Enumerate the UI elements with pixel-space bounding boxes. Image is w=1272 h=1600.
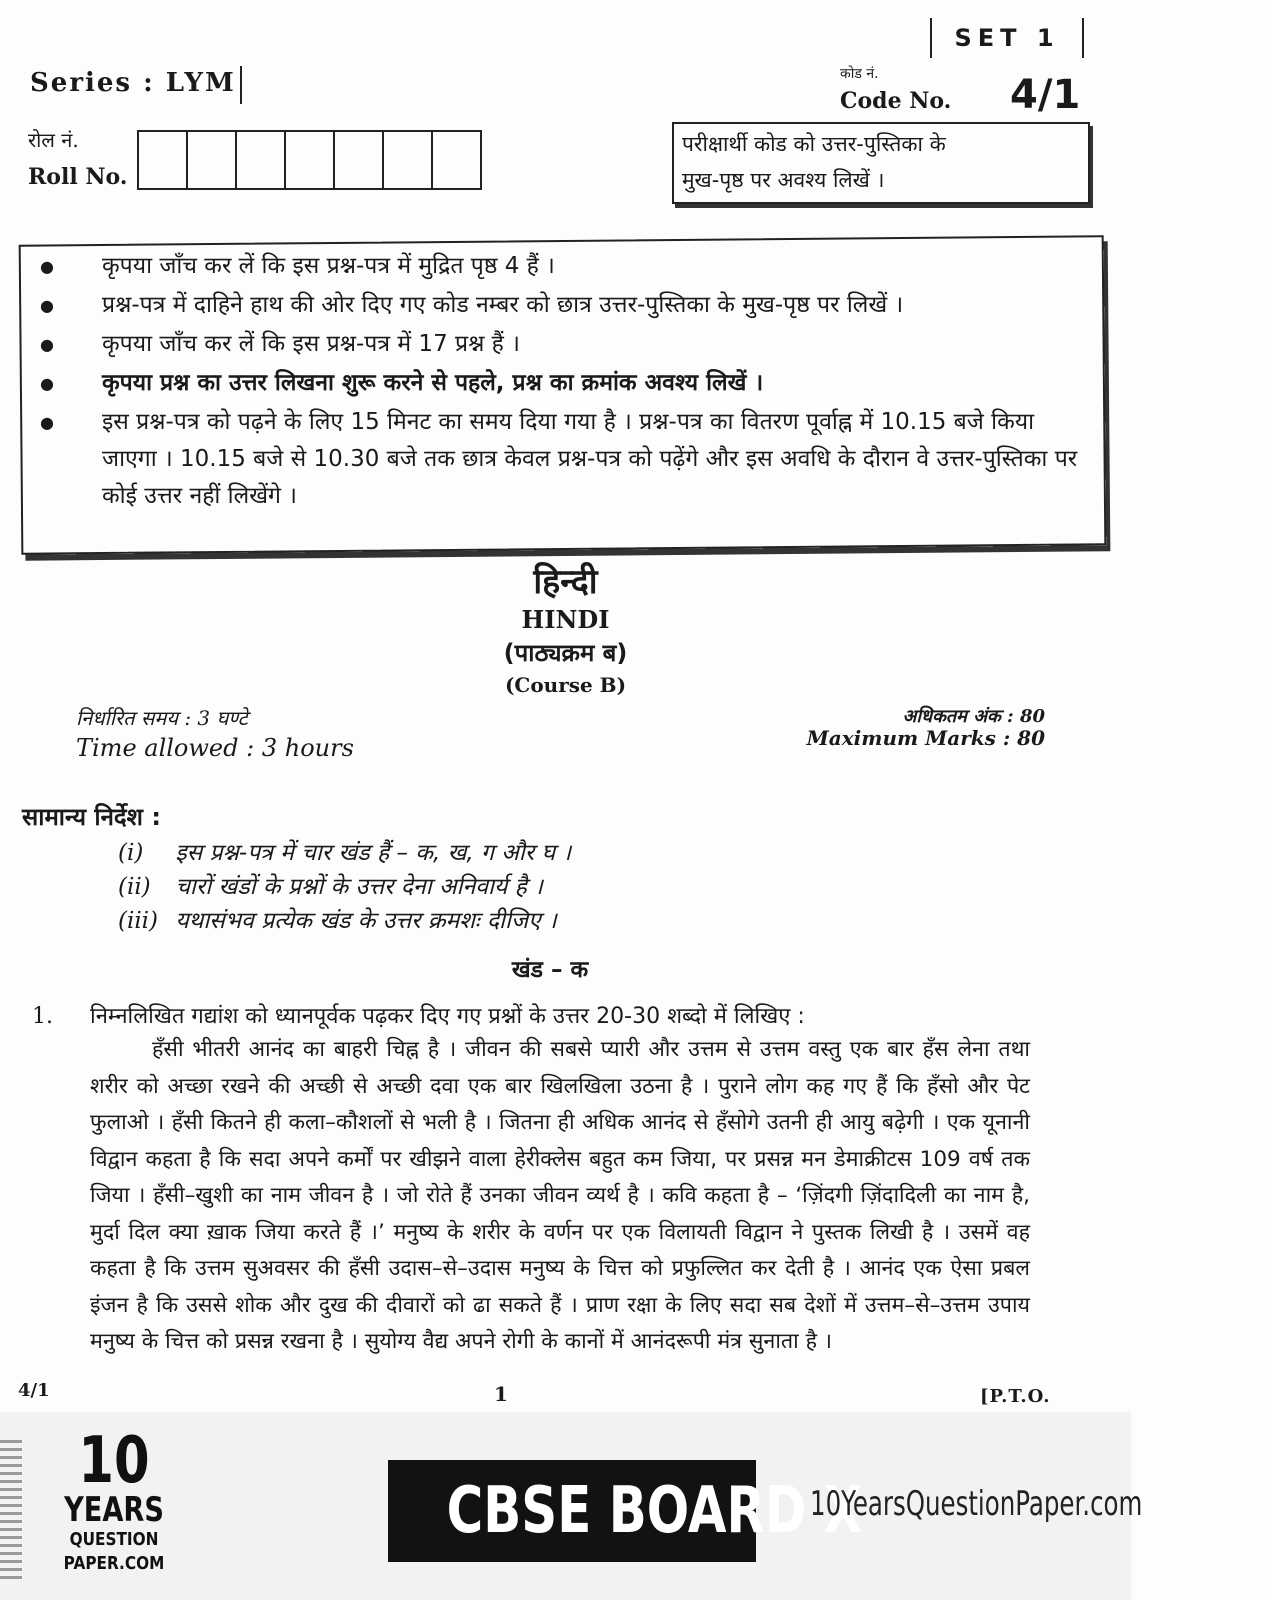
course-hindi: (पाठ्यक्रम ब) (503, 639, 628, 667)
code-value: 4/1 (1010, 72, 1081, 118)
roll-digit-box[interactable] (186, 130, 237, 190)
max-marks-hindi: अधिकतम अंक : 80 (902, 706, 1045, 727)
roll-digit-box[interactable] (333, 130, 384, 190)
pto-label: [P.T.O. (980, 1386, 1051, 1407)
code-note-line: मुख-पृष्ठ पर अवश्य लिखें । (682, 168, 885, 192)
roll-digit-box[interactable] (382, 130, 433, 190)
logo-number: 10 (78, 1424, 150, 1498)
general-instructions-heading: सामान्य निर्देश : (22, 803, 161, 831)
instruction-item: ● इस प्रश्न-पत्र को पढ़ने के लिए 15 मिनट का समय दिया गया है । प्रश्न-पत्र का वितरण पूर्वाह्न में 10.15 बजे किया जाएगा । 10.15 बजे से 10.30 बजे तक छात्र केवल प्रश्न-पत्र को पढ़ेंगे और इस अवधि के दौरान वे उत्तर-पुस्तिका पर कोई उत्तर नहीं लिखेंगे । (40, 404, 1090, 515)
roll-digit-box[interactable] (431, 130, 482, 190)
code-label-hindi: कोड नं. (840, 66, 879, 82)
banner-stripes (0, 1440, 22, 1580)
set-label: SET 1 (930, 18, 1084, 58)
general-instructions-list (118, 836, 571, 938)
question-number: 1. (32, 1004, 53, 1029)
course-english: (Course B) (504, 673, 627, 697)
code-note-box (672, 122, 1090, 204)
item-number: (iii) (118, 908, 159, 934)
roll-label-hindi: रोल नं. (28, 128, 79, 152)
code-label: Code No. (840, 88, 952, 114)
page-number: 1 (494, 1382, 508, 1406)
passage-text: हँसी भीतरी आनंद का बाहरी चिह्न है । जीवन की सबसे प्यारी और उत्तम से उत्तम वस्तु एक बार हँस लेना तथा शरीर को अच्छा रखने की अच्छी से अच्छी दवा एक बार खिलखिला उठना है । पुराने लोग कह गए हैं कि हँसो और पेट फुलाओ । हँसी कितने ही कला–कौशलों से भली है । जितना ही अधिक आनंद से हँसोगे उतनी ही आयु बढ़ेगी । एक यूनानी विद्वान कहता है कि सदा अपने कर्मों पर खीझने वाला हेरीक्लेस बहुत कम जिया, पर प्रसन्न मन डेमाक्रीटस 109 वर्ष तक जिया । हँसी–खुशी का नाम जीवन है । जो रोते हैं उनका जीवन व्यर्थ है । कवि कहता है – ‘ज़िंदगी ज़िंदादिली का नाम है, मुर्दा दिल क्या ख़ाक जिया करते हैं ।’ मनुष्य के शरीर के वर्णन पर एक विलायती विद्वान ने पुस्तक लिखी है । उसमें वह कहता है कि उत्तम सुअवसर की हँसी उदास–से–उदास मनुष्य के चित्त को प्रफुल्लित कर देती है । आनंद एक ऐसा प्रबल इंजन है कि उससे शोक और दुख की दीवारों को ढा सकते हैं । प्राण रक्षा के लिए सदा सब देशों में उत्तम–से–उत्तम उपाय मनुष्य के चित्त को प्रसन्न रखना है । सुयोग्य वैद्य अपने रोगी के कानों में आनंदरूपी मंत्र सुनाता है । (90, 1037, 1030, 1354)
series-divider (240, 66, 242, 104)
general-instruction-item (118, 870, 571, 904)
item-text: यथासंभव प्रत्येक खंड के उत्तर क्रमशः दीजिए । (175, 908, 557, 934)
item-number: (ii) (118, 874, 151, 900)
general-instruction-item (118, 904, 571, 938)
title-hindi: हिन्दी (533, 562, 598, 602)
instruction-item: ● प्रश्न-पत्र में दाहिने हाथ की ओर दिए गए कोड नम्बर को छात्र उत्तर-पुस्तिका के मुख-पृष्ठ पर लिखें । (40, 287, 1090, 324)
board-label: CBSE BOARD X (446, 1474, 863, 1548)
time-allowed: Time allowed : 3 hours (76, 734, 354, 762)
site-logo (24, 1424, 204, 1576)
site-url-text: 10YearsQuestionPaper.com (810, 1484, 1143, 1524)
paper-title (0, 560, 1131, 700)
logo-site: QUESTION PAPER.COM (63, 1529, 165, 1574)
instruction-item: ● कृपया जाँच कर लें कि इस प्रश्न-पत्र में मुद्रित पृष्ठ 4 हैं । (40, 248, 1090, 285)
logo-years: YEARS (64, 1490, 164, 1530)
item-text: इस प्रश्न-पत्र में चार खंड हैं – क, ख, ग और घ । (175, 840, 572, 866)
series-label: Series : LYM (30, 68, 236, 98)
instruction-item: ● कृपया जाँच कर लें कि इस प्रश्न-पत्र में 17 प्रश्न हैं । (40, 326, 1090, 363)
question-text: निम्नलिखित गद्यांश को ध्यानपूर्वक पढ़कर दिए गए प्रश्नों के उत्तर 20-30 शब्दो में लिखिए : (90, 1004, 805, 1029)
time-allowed-hindi: निर्धारित समय : 3 घण्टे (76, 706, 248, 730)
section-heading: खंड – क (511, 957, 589, 983)
roll-digit-box[interactable] (284, 130, 335, 190)
title-english: HINDI (521, 605, 610, 634)
instruction-item: ● कृपया प्रश्न का उत्तर लिखना शुरू करने से पहले, प्रश्न का क्रमांक अवश्य लिखें । (40, 365, 1090, 402)
item-text: चारों खंडों के प्रश्नों के उत्तर देना अनिवार्य है । (175, 874, 543, 900)
general-instruction-item (118, 836, 571, 870)
board-banner (388, 1460, 863, 1562)
roll-digit-box[interactable] (137, 130, 188, 190)
item-number: (i) (118, 840, 144, 866)
code-note-line: परीक्षार्थी कोड को उत्तर-पुस्तिका के (682, 132, 946, 156)
site-url (810, 1484, 1143, 1524)
max-marks: Maximum Marks : 80 (806, 726, 1045, 750)
roll-digit-box[interactable] (235, 130, 286, 190)
footer-code: 4/1 (18, 1380, 50, 1401)
instructions-list (40, 248, 1090, 517)
roll-number-boxes (137, 130, 480, 190)
roll-label: Roll No. (28, 164, 128, 190)
